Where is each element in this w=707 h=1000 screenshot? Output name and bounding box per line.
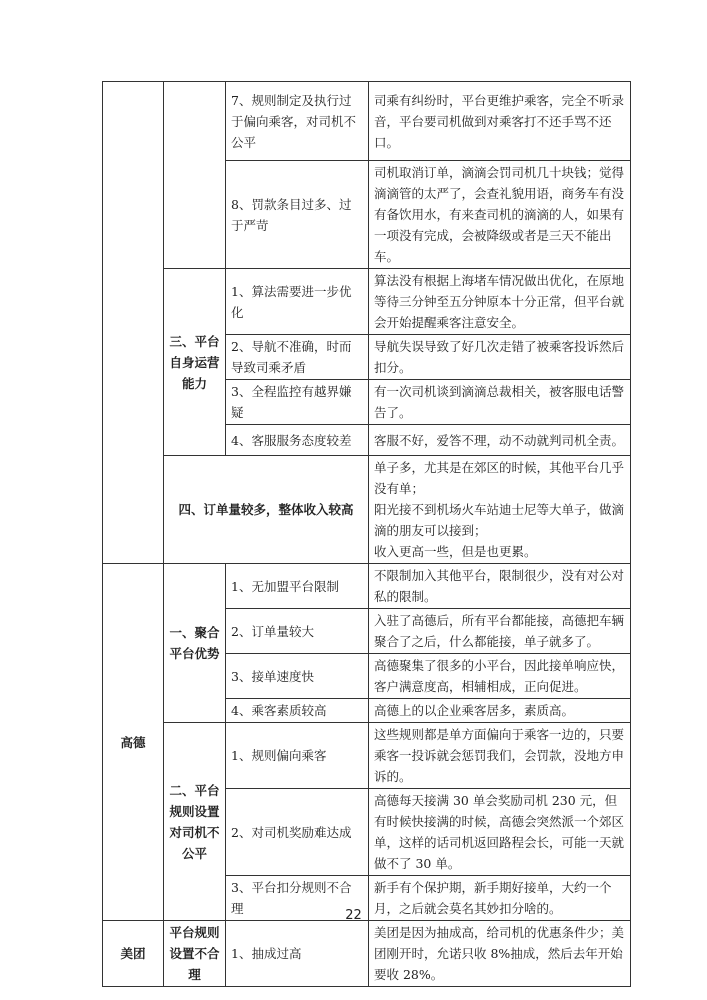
issue-cell: 1、抽成过高 (226, 921, 369, 987)
issue-cell: 8、罚款条目过多、过于严苛 (226, 161, 369, 269)
table-row (103, 269, 631, 335)
description-cell: 美团是因为抽成高，给司机的优惠条件少；美团刚开时，允诺只收 8%抽成，然后去年开始要收 28%。 (369, 921, 631, 987)
category-label: 四、订单量较多，整体收入较高 (164, 456, 369, 564)
page-number: 22 (345, 908, 362, 923)
table-row (103, 564, 631, 609)
platform-label: 高德 (103, 564, 164, 921)
table-row (103, 82, 631, 161)
description-cell: 高德每天接满 30 单会奖励司机 230 元，但有时候快接满的时候，高德会突然派一个郊区单，这样的话司机返回路程会长，可能一天就做不了 30 单。 (369, 789, 631, 876)
table-row (103, 921, 631, 987)
issue-cell: 2、导航不准确，时而导致司乘矛盾 (226, 335, 369, 380)
issue-cell: 4、客服服务态度较差 (226, 425, 369, 456)
category-label: 三、平台自身运营能力 (164, 269, 226, 456)
description-cell (369, 456, 631, 564)
description-cell: 导航失误导致了好几次走错了被乘客投诉然后扣分。 (369, 335, 631, 380)
comparison-table (102, 81, 631, 987)
issue-cell: 1、无加盟平台限制 (226, 564, 369, 609)
issue-cell: 4、乘客素质较高 (226, 699, 369, 723)
description-cell: 高德聚集了很多的小平台，因此接单响应快，客户满意度高，相辅相成，正向促进。 (369, 654, 631, 699)
issue-cell: 7、规则制定及执行过于偏向乘客，对司机不公平 (226, 82, 369, 161)
description-cell: 有一次司机谈到滴滴总裁相关，被客服电话警告了。 (369, 380, 631, 425)
issue-cell: 2、订单量较大 (226, 609, 369, 654)
description-cell: 这些规则都是单方面偏向于乘客一边的，只要乘客一投诉就会惩罚我们，会罚款，没地方申诉的。 (369, 723, 631, 789)
category-label: 平台规则设置不合理 (164, 921, 226, 987)
issue-cell: 1、规则偏向乘客 (226, 723, 369, 789)
description-cell: 入驻了高德后，所有平台都能接，高德把车辆聚合了之后，什么都能接，单子就多了。 (369, 609, 631, 654)
description-cell: 客服不好，爱答不理，动不动就判司机全责。 (369, 425, 631, 456)
description-cell: 不限制加入其他平台，限制很少，没有对公对私的限制。 (369, 564, 631, 609)
category-label: 二、平台规则设置对司机不公平 (164, 723, 226, 921)
description-cell: 司机取消订单，滴滴会罚司机几十块钱；觉得滴滴管的太严了，会查礼貌用语，商务车有没有备饮用水，有来查司机的滴滴的人，如果有一项没有完成，会被降级或者是三天不能出车。 (369, 161, 631, 269)
description-cell: 司乘有纠纷时，平台更维护乘客，完全不听录音，平台要司机做到对乘客打不还手骂不还口。 (369, 82, 631, 161)
description-cell: 算法没有根据上海堵车情况做出优化，在原地等待三分钟至五分钟原本十分正常，但平台就会开始提醒乘客注意安全。 (369, 269, 631, 335)
description-line: 单子多，尤其是在郊区的时候，其他平台几乎没有单； (374, 460, 625, 496)
category-cell-continued (164, 82, 226, 269)
issue-cell: 2、对司机奖励难达成 (226, 789, 369, 876)
platform-label: 美团 (103, 921, 164, 987)
issue-cell: 3、接单速度快 (226, 654, 369, 699)
issue-cell: 3、平台扣分规则不合理 (226, 876, 369, 921)
description-line: 阳光接不到机场火车站迪士尼等大单子，做滴滴的朋友可以接到； (374, 502, 625, 538)
table-row (103, 723, 631, 789)
issue-cell: 1、算法需要进一步优化 (226, 269, 369, 335)
platform-cell-didi (103, 82, 164, 564)
issue-cell: 3、全程监控有越界嫌疑 (226, 380, 369, 425)
category-label: 一、聚合平台优势 (164, 564, 226, 723)
description-line: 收入更高一些，但是也更累。 (374, 544, 537, 559)
description-cell: 高德上的以企业乘客居多，素质高。 (369, 699, 631, 723)
description-cell: 新手有个保护期，新手期好接单，大约一个月，之后就会莫名其妙扣分啥的。 (369, 876, 631, 921)
table-row (103, 456, 631, 564)
